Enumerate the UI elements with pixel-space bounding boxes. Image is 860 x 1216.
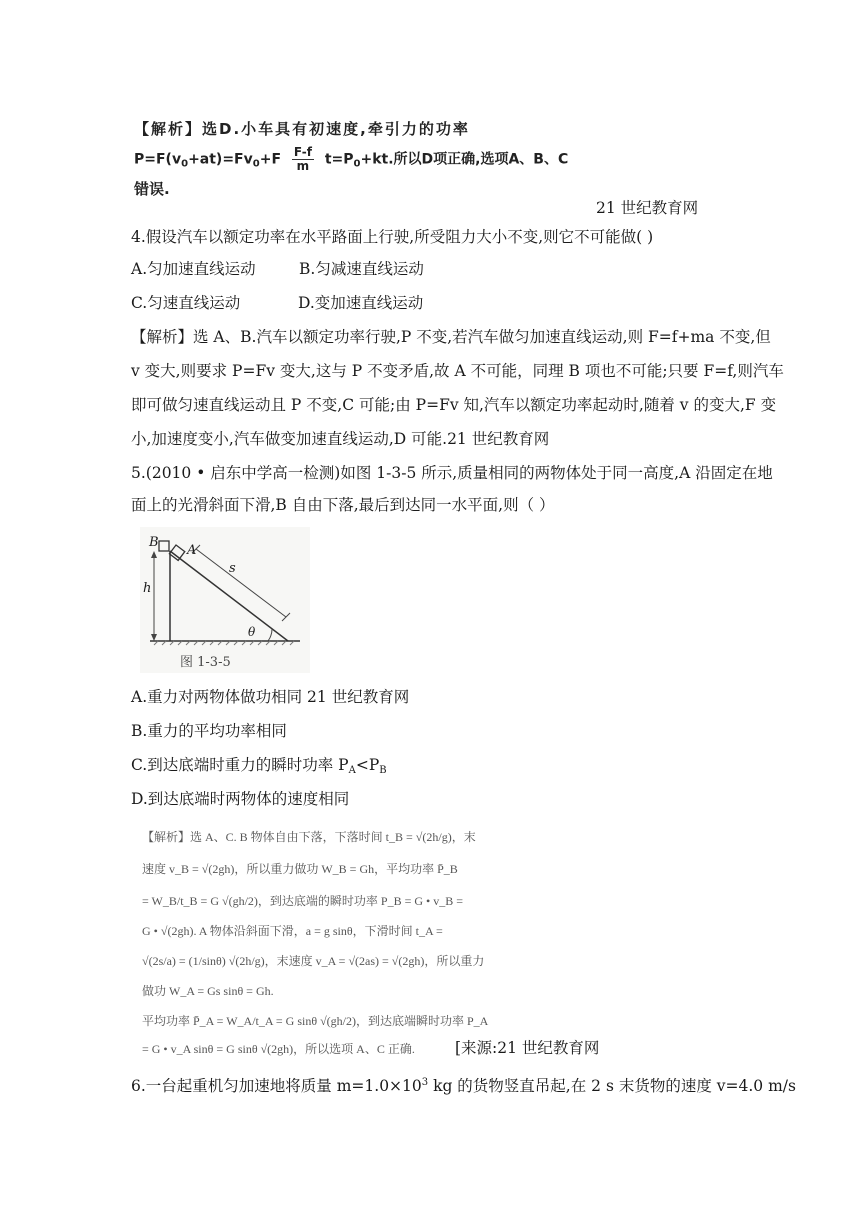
q5-option-c: C.到达底端时重力的瞬时功率 $P_A<P_B$ [131, 756, 387, 776]
analysis-formula-line: $P=F(v_0+at)=Fv_0+F$ $\frac{F-f}{m}$ $t=P_0+kt$.所以D项正确,选项A、B、C [134, 145, 569, 173]
q5-solution-line-6: 做功 W_A = Gs sinθ = Gh. [142, 984, 274, 998]
q5-solution-line-1: 【解析】选 A、C. B 物体自由下落，下落时间 t_B = √(2h/g)，末 [142, 830, 476, 844]
q5-source-note: [来源:21 世纪教育网 [455, 1039, 600, 1057]
q5-option-b: B.重力的平均功率相同 [131, 722, 287, 740]
q4-stem: 4.假设汽车以额定功率在水平路面上行驶,所受阻力大小不变,则它不可能做( ) [131, 228, 654, 246]
figure-label-b: B [149, 535, 159, 550]
q5-solution-line-7: 平均功率 P̄_A = W_A/t_A = G sinθ √(gh/2)，到达底端瞬时功率 P_A [142, 1014, 489, 1028]
q4-option-c: C.匀速直线运动 [131, 294, 241, 312]
q5-stem-line-2: 面上的光滑斜面下滑,B 自由下落,最后到达同一水平面,则（ ） [131, 496, 555, 514]
q4-analysis-line-2: v 变大,则要求 P=Fv 变大,这与 P 不变矛盾,故 A 不可能，同理 B 项也不可能;只要 F=f,则汽车 [131, 362, 784, 380]
analysis-line-1: 【解析】选D.小车具有初速度,牵引力的功率 [134, 120, 470, 138]
q5-stem-line-1: 5.(2010 • 启东中学高一检测)如图 1-3-5 所示,质量相同的两物体处于同一高度,A 沿固定在地 [131, 464, 773, 482]
q5-solution-line-4: G • √(2gh). A 物体沿斜面下滑，a = g sinθ，下滑时间 t_A = [142, 924, 443, 938]
q5-option-a: A.重力对两物体做功相同 21 世纪教育网 [131, 688, 410, 706]
analysis-line-3: 错误. [134, 180, 170, 198]
q4-analysis-line-4: 小,加速度变小,汽车做变加速直线运动,D 可能.21 世纪教育网 [131, 430, 550, 448]
figure-label-h: h [143, 581, 152, 596]
figure-label-s: s [229, 561, 236, 576]
q4-option-d: D.变加速直线运动 [298, 294, 424, 312]
q4-analysis-line-1: 【解析】选 A、B.汽车以额定功率行驶,P 不变,若汽车做匀加速直线运动,则 F=f+ma 不变,但 [131, 328, 771, 346]
fraction-denominator: m [296, 159, 310, 173]
q4-analysis-line-3: 即可做匀速直线运动且 P 不变,C 可能;由 P=Fv 知,汽车以额定功率起动时,随着 v 的变大,F 变 [131, 396, 777, 414]
watermark-text: 21 世纪教育网 [596, 199, 699, 217]
figure-label-theta: θ [248, 625, 256, 639]
q5-solution-line-8: = G • v_A sinθ = G sinθ √(2gh)，所以选项 A、C 正确. [142, 1042, 415, 1056]
q5-option-d: D.到达底端时两物体的速度相同 [131, 790, 350, 808]
fraction-numerator: F-f [293, 145, 312, 159]
q5-solution-line-5: √(2s/a) = (1/sinθ) √(2h/g)，末速度 v_A = √(2as) = √(2gh)，所以重力 [142, 954, 485, 968]
q5-solution-line-3: = W_B/t_B = G √(gh/2)，到达底端的瞬时功率 P_B = G • v_B = [142, 894, 463, 908]
figure-caption: 图 1-3-5 [180, 655, 231, 670]
figure-label-a: A [187, 543, 197, 558]
figure-1-3-5 [140, 527, 310, 673]
q6-stem: 6.一台起重机匀加速地将质量 $m=1.0\times 10^3$ kg 的货物竖直吊起,在 2 s 末货物的速度 v=4.0 m/s [131, 1077, 796, 1095]
q5-solution-line-2: 速度 v_B = √(2gh)，所以重力做功 W_B = Gh，平均功率 P̄_B [142, 862, 458, 876]
q4-option-b: B.匀减速直线运动 [299, 260, 424, 278]
q4-option-a: A.匀加速直线运动 [131, 260, 256, 278]
